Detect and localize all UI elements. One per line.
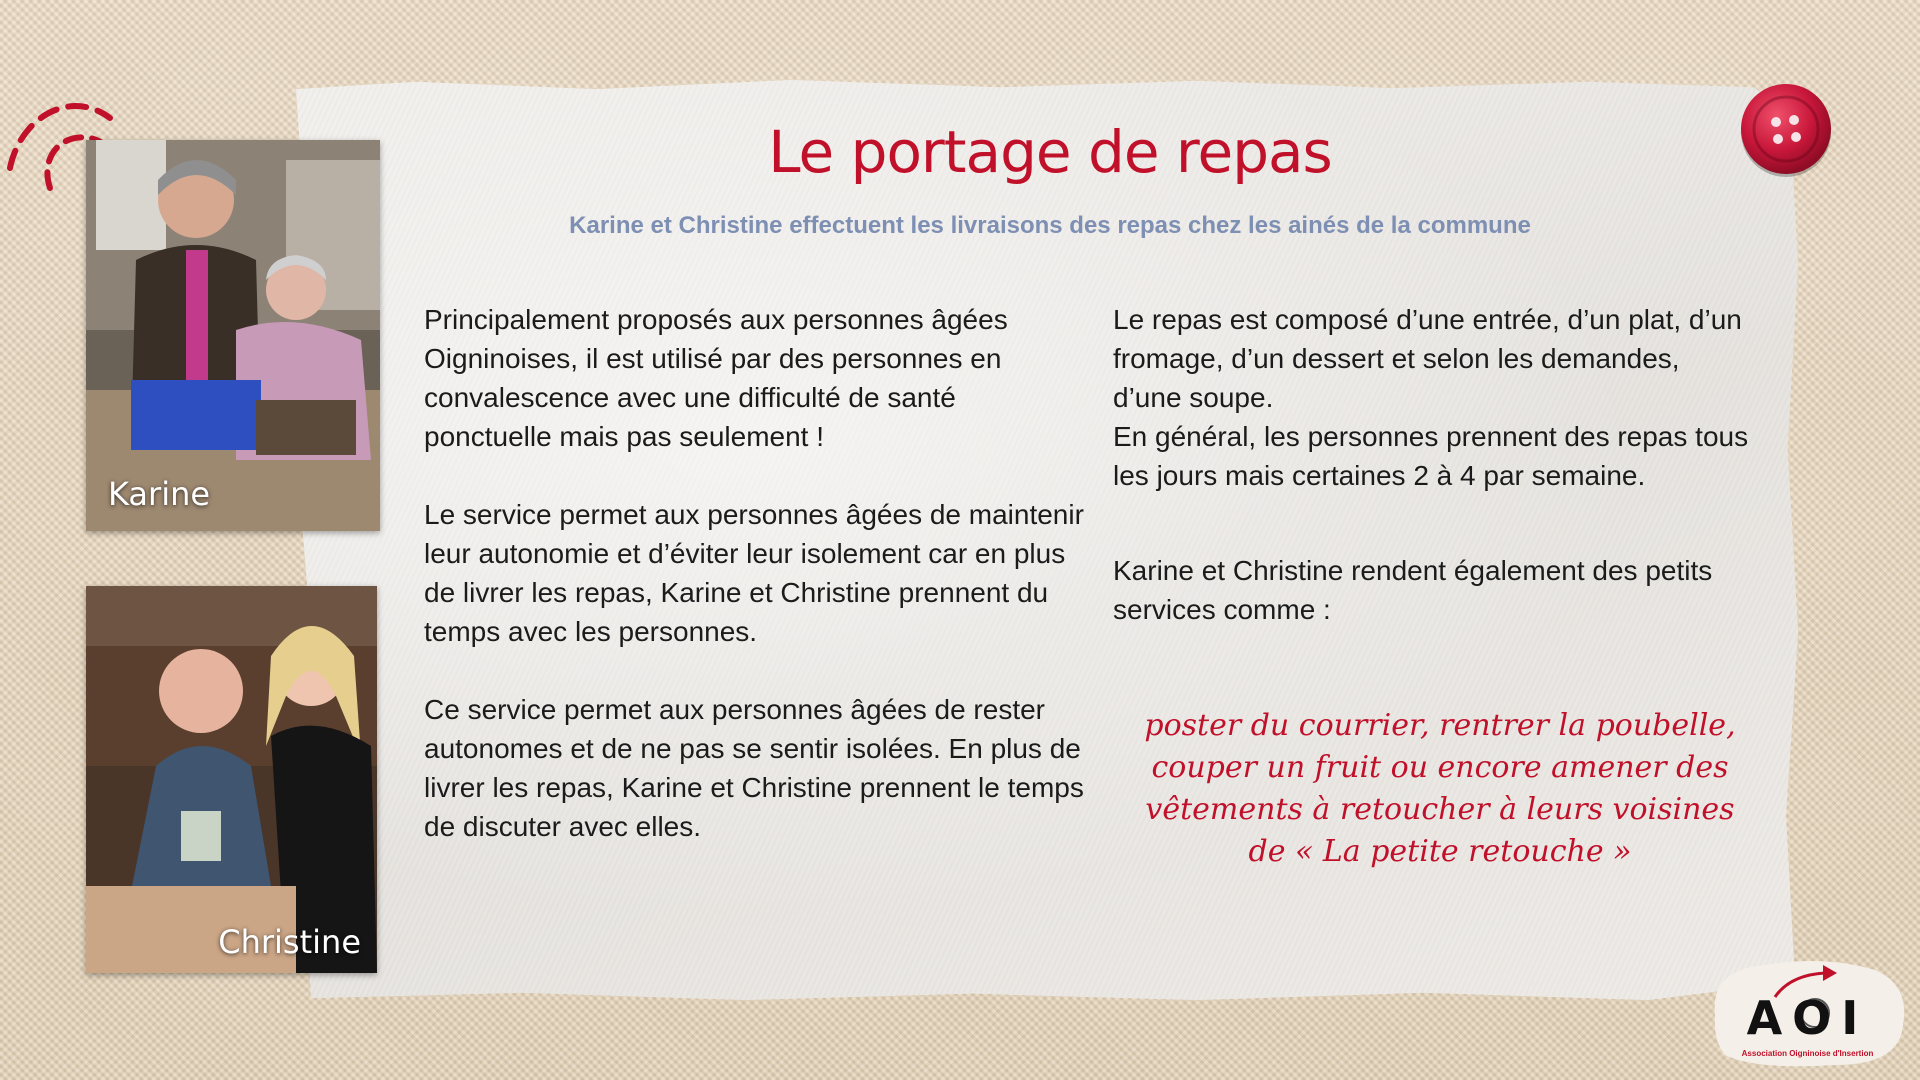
logo-subtitle: Association Oigninoise d'Insertion — [1741, 1049, 1874, 1058]
photo-christine — [86, 586, 377, 973]
left-paragraph-2: Le service permet aux personnes âgées de maintenir leur autonomie et d’éviter leur isolement car en plus de livrer les repas, Karine et Christine prennent du temps avec les personnes. — [424, 499, 1084, 647]
photo-karine — [86, 140, 380, 531]
logo-text: AOI — [1746, 991, 1869, 1045]
sewing-button-icon — [1738, 82, 1834, 178]
left-paragraph-1: Principalement proposés aux personnes âgées Oigninoises, il est utilisé par des personnes en convalescence avec une difficulté de santé ponctuelle mais pas seulement ! — [424, 304, 1008, 452]
page-title: Le portage de repas — [768, 118, 1332, 186]
services-list: poster du courrier, rentrer la poubelle, couper un fruit ou encore amener des vêtements à retoucher à leurs voisines de « La petite retouche » — [1144, 708, 1736, 869]
page-subtitle: Karine et Christine effectuent les livraisons des repas chez les ainés de la commune — [569, 212, 1531, 239]
right-paragraph-1: Le repas est composé d’une entrée, d’un plat, d’un fromage, d’un dessert et selon les demandes, d’une soupe. — [1113, 304, 1742, 413]
right-paragraph-3: Karine et Christine rendent également des petits services comme : — [1113, 555, 1713, 625]
aoi-logo — [1705, 955, 1910, 1070]
christine-label: Christine — [218, 923, 361, 961]
karine-label: Karine — [108, 475, 211, 513]
right-column — [1113, 300, 1753, 629]
left-column — [424, 300, 1084, 846]
left-paragraph-3: Ce service permet aux personnes âgées de rester autonomes et de ne pas se sentir isolées. En plus de livrer les repas, Karine et Christine prennent le temps de discuter avec elles. — [424, 694, 1084, 842]
right-paragraph-2: En général, les personnes prennent des repas tous les jours mais certaines 2 à 4 par semaine. — [1113, 421, 1749, 491]
